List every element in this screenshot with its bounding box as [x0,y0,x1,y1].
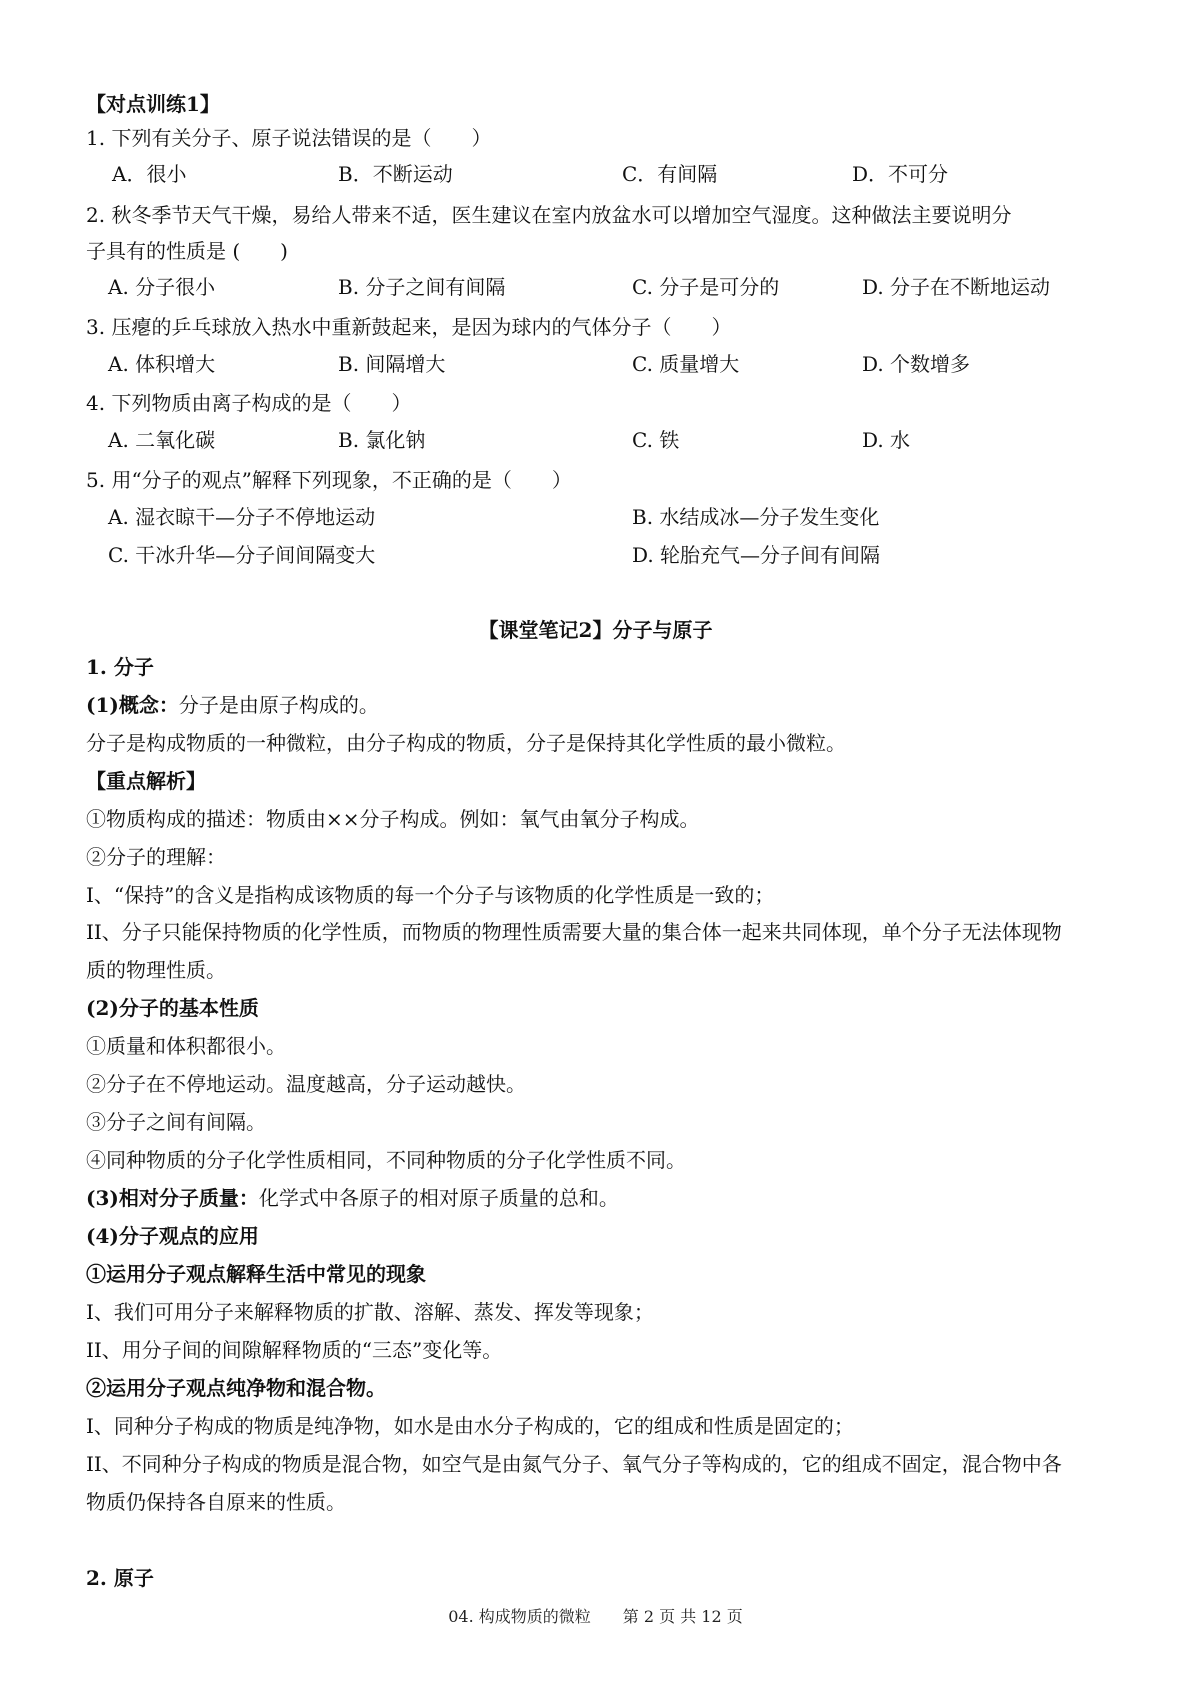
concept-detail: 分子是构成物质的一种微粒，由分子构成的物质，分子是保持其化学性质的最小微粒。 [86,731,846,755]
key-point-2: ②分子的理解： [86,845,226,869]
question-1-option-b: B．不断运动 [338,162,453,186]
question-2-option-d: D. 分子在不断地运动 [862,275,1051,299]
practice-heading: 【对点训练1】 [86,92,220,116]
question-5-option-b: B. 水结成冰—分子发生变化 [632,505,880,529]
property-4: ④同种物质的分子化学性质相同，不同种物质的分子化学性质不同。 [86,1148,686,1172]
question-1-option-d: D．不可分 [852,162,949,186]
key-point-2-i: I、“保持”的含义是指构成该物质的每一个分子与该物质的化学性质是一致的； [86,883,775,907]
key-analysis-heading: 【重点解析】 [86,769,206,793]
section-1-heading: 1. 分子 [86,655,154,679]
properties-heading: (2)分子的基本性质 [86,996,259,1020]
application-heading: (4)分子观点的应用 [86,1224,259,1248]
question-4-option-a: A. 二氧化碳 [108,428,216,452]
question-3-option-c: C. 质量增大 [632,352,740,376]
page-footer: 04. 构成物质的微粒 第 2 页 共 12 页 [448,1607,743,1626]
question-2-option-b: B. 分子之间有间隔 [338,275,506,299]
question-5-stem: 5. 用“分子的观点”解释下列现象，不正确的是（ ） [86,468,572,492]
question-3-stem: 3. 压瘪的乒乓球放入热水中重新鼓起来，是因为球内的气体分子（ ） [86,315,732,339]
question-5-option-a: A. 湿衣晾干—分子不停地运动 [108,505,376,529]
question-2-option-a: A. 分子很小 [108,275,216,299]
notes-title: 【课堂笔记2】分子与原子 [478,618,713,642]
property-2: ②分子在不停地运动。温度越高，分子运动越快。 [86,1072,526,1096]
application-2-i: I、同种分子构成的物质是纯净物，如水是由水分子构成的，它的组成和性质是固定的； [86,1414,854,1438]
application-2-ii-line2: 物质仍保持各自原来的性质。 [86,1490,346,1514]
property-3: ③分子之间有间隔。 [86,1110,266,1134]
question-3-option-d: D. 个数增多 [862,352,971,376]
key-point-1: ①物质构成的描述：物质由××分子构成。例如：氧气由氧分子构成。 [86,807,700,831]
concept-text: 分子是由原子构成的。 [178,693,379,717]
question-2-option-c: C. 分子是可分的 [632,275,780,299]
question-3-option-a: A. 体积增大 [108,352,216,376]
question-4-option-b: B. 氯化钠 [338,428,426,452]
question-5-option-d: D. 轮胎充气—分子间有间隔 [632,543,881,567]
question-5-option-c: C. 干冰升华—分子间间隔变大 [108,543,376,567]
question-3-option-b: B. 间隔增大 [338,352,446,376]
question-4-option-c: C. 铁 [632,428,680,452]
question-4-option-d: D. 水 [862,428,911,452]
question-2-stem-line2: 子具有的性质是 ( ) [86,239,288,263]
question-1-stem: 1. 下列有关分子、原子说法错误的是（ ） [86,126,492,150]
relative-mass-label: (3)相对分子质量： [86,1186,259,1210]
application-2-heading: ②运用分子观点纯净物和混合物。 [86,1376,386,1400]
relative-mass-line [86,1184,619,1212]
key-point-2-ii-line2: 质的物理性质。 [86,958,226,982]
property-1: ①质量和体积都很小。 [86,1034,286,1058]
question-2-stem-line1: 2. 秋冬季节天气干燥，易给人带来不适，医生建议在室内放盆水可以增加空气湿度。这种做法主要说明分 [86,203,1012,227]
section-2-heading: 2. 原子 [86,1566,154,1590]
question-1-option-c: C．有间隔 [622,162,718,186]
concept-line [86,691,379,719]
key-point-2-ii-line1: II、分子只能保持物质的化学性质，而物质的物理性质需要大量的集合体一起来共同体现，单个分子无法体现物 [86,920,1062,944]
application-1-ii: II、用分子间的间隙解释物质的“三态”变化等。 [86,1338,503,1362]
application-2-ii-line1: II、不同种分子构成的物质是混合物，如空气是由氮气分子、氧气分子等构成的，它的组成不固定，混合物中各 [86,1452,1062,1476]
application-1-heading: ①运用分子观点解释生活中常见的现象 [86,1262,426,1286]
relative-mass-text: 化学式中各原子的相对原子质量的总和。 [258,1186,619,1210]
application-1-i: I、我们可用分子来解释物质的扩散、溶解、蒸发、挥发等现象； [86,1300,654,1324]
question-4-stem: 4. 下列物质由离子构成的是（ ） [86,391,412,415]
concept-label: (1)概念： [86,693,179,717]
question-1-option-a: A．很小 [112,162,187,186]
